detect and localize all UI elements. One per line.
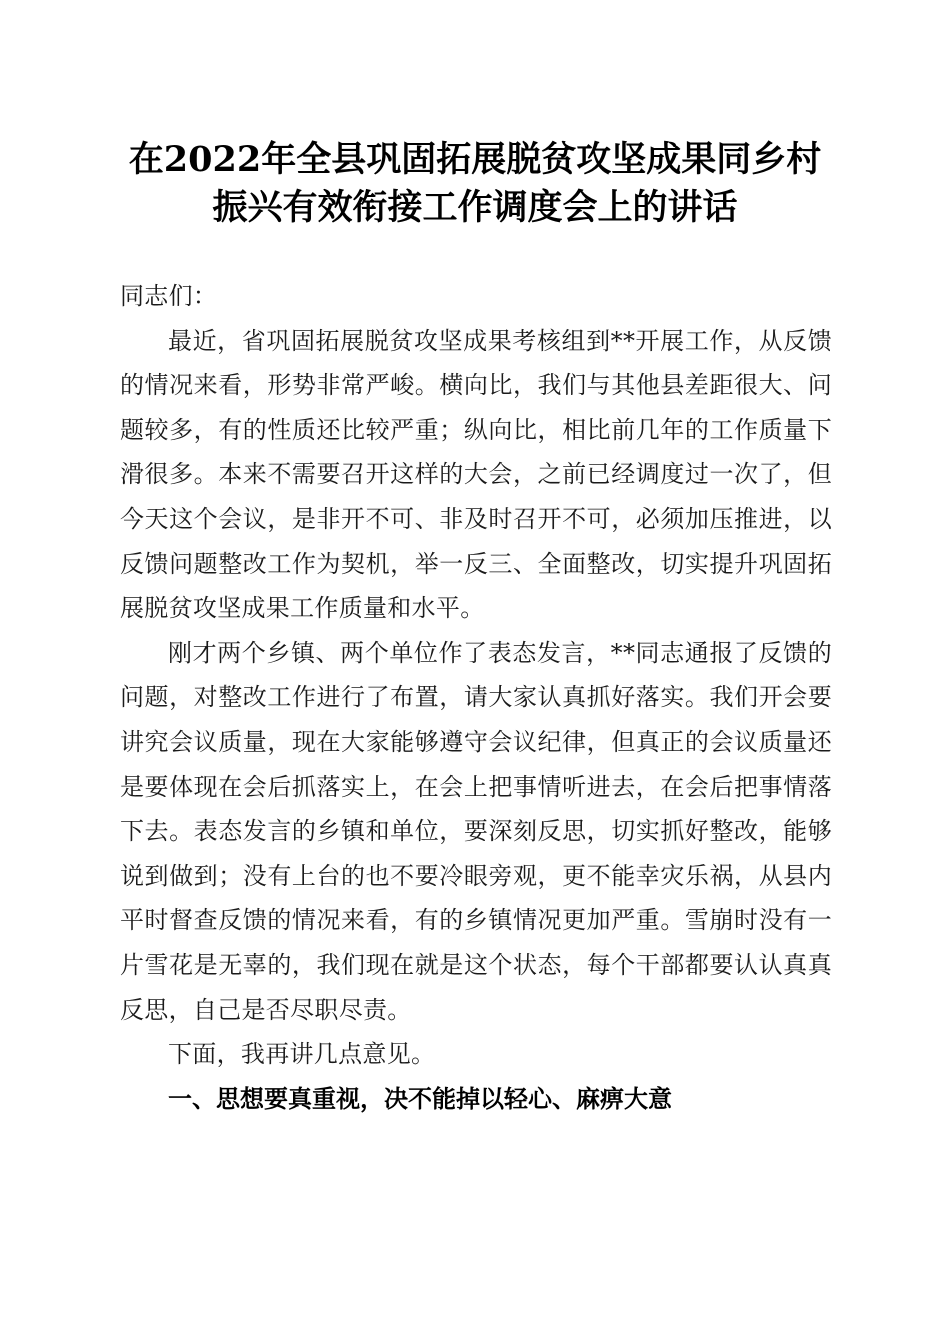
title-line-2: 振兴有效衔接工作调度会上的讲话 bbox=[212, 187, 738, 228]
paragraph-1: 最近，省巩固拓展脱贫攻坚成果考核组到**开展工作，从反馈的情况来看，形势非常严峻。横向比，我们与其他县差距很大、问题较多，有的性质还比较严重；纵向比，相比前几年的工作质量下滑很多。本来不需要召开这样的大会，之前已经调度过一次了，但今天这个会议，是非开不可、非及时召开不可，必须加压推进，以反馈问题整改工作为契机，举一反三、全面整改，切实提升巩固拓展脱贫攻坚成果工作质量和水平。 bbox=[120, 326, 832, 623]
title-line-1: 在2022年全县巩固拓展脱贫攻坚成果同乡村 bbox=[128, 139, 822, 180]
document-title bbox=[100, 136, 850, 232]
section-heading: 一、思想要真重视，决不能掉以轻心、麻痹大意 bbox=[168, 1084, 672, 1113]
salutation: 同志们： bbox=[120, 282, 218, 310]
document-body bbox=[120, 274, 832, 1121]
paragraph-3: 下面，我再讲几点意见。 bbox=[168, 1040, 436, 1069]
paragraph-2: 刚才两个乡镇、两个单位作了表态发言，**同志通报了反馈的问题，对整改工作进行了布置，请大家认真抓好落实。我们开会要讲究会议质量，现在大家能够遵守会议纪律，但真正的会议质量还是要体现在会后抓落实上，在会上把事情听进去，在会后把事情落下去。表态发言的乡镇和单位，要深刻反思，切实抓好整改，能够说到做到；没有上台的也不要冷眼旁观，更不能幸灾乐祸，从县内平时督查反馈的情况来看，有的乡镇情况更加严重。雪崩时没有一片雪花是无辜的，我们现在就是这个状态，每个干部都要认认真真反思，自己是否尽职尽责。 bbox=[120, 638, 832, 1024]
